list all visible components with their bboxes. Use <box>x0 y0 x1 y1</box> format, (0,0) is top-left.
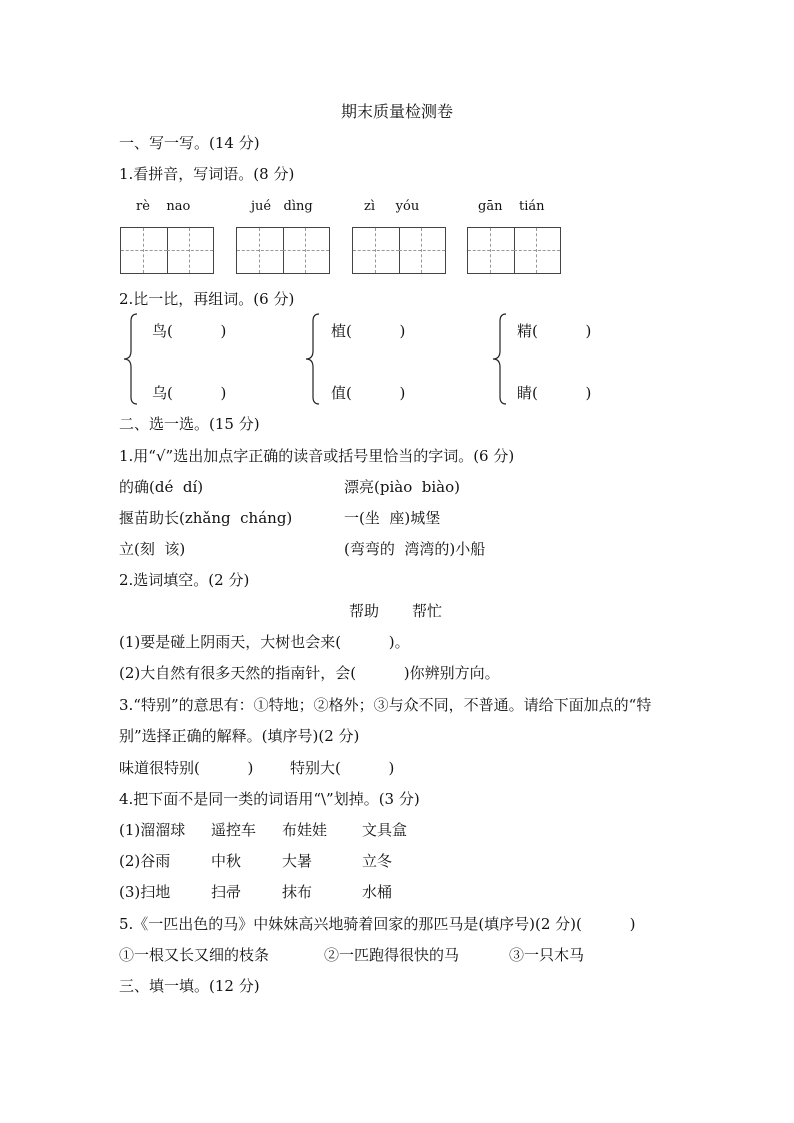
s2-q2-heading: 2.选词填空。(2 分) <box>119 571 250 589</box>
answer-blank: 味道很特别( ) <box>119 759 254 777</box>
fill-sentence: (1)要是碰上阴雨天，大树也会来( )。 <box>119 633 410 651</box>
left-brace-icon <box>491 313 511 405</box>
word-cell: 布娃娃 <box>282 821 328 839</box>
word-cell: 中秋 <box>211 852 242 870</box>
word-cell: 立冬 <box>362 852 393 870</box>
s2-q3-line1: 3.“特别”的意思有：①特地；②格外；③与众不同，不普通。请给下面加点的“特 <box>119 696 652 714</box>
compare-item: 睛( ) <box>517 384 592 402</box>
word-cell: (2)谷雨 <box>119 852 171 870</box>
word-cell: (3)扫地 <box>119 883 171 901</box>
q2-heading: 2.比一比，再组词。(6 分) <box>119 290 295 308</box>
word-cell: 抹布 <box>282 883 313 901</box>
choice-item: 一(坐 座)城堡 <box>344 509 441 527</box>
word-option: 帮助 <box>349 602 380 620</box>
compare-item: 精( ) <box>517 322 592 340</box>
choice-item: 的确(dé dí) <box>119 478 204 496</box>
word-option: 帮忙 <box>412 602 443 620</box>
section1-heading: 一、写一写。(14 分) <box>119 134 260 152</box>
pinyin-4: gān tián <box>478 199 545 214</box>
compare-item: 值( ) <box>331 384 406 402</box>
pinyin-1: rè nao <box>136 199 191 214</box>
choice-item: (弯弯的 湾湾的)小船 <box>344 540 486 558</box>
word-cell: 大暑 <box>282 852 313 870</box>
word-cell: 水桶 <box>362 883 393 901</box>
word-cell: 扫帚 <box>211 883 242 901</box>
compare-item: 植( ) <box>331 322 406 340</box>
section3-heading: 三、填一填。(12 分) <box>119 977 260 995</box>
s2-q1-heading: 1.用“√”选出加点字正确的读音或括号里恰当的字词。(6 分) <box>119 447 515 465</box>
option-item: ①一根又长又细的枝条 <box>119 946 270 964</box>
left-brace-icon <box>304 313 324 405</box>
writing-grid-3[interactable] <box>352 227 446 274</box>
left-brace-icon <box>122 313 142 405</box>
q1-heading: 1.看拼音，写词语。(8 分) <box>119 165 295 183</box>
pinyin-3: zì yóu <box>364 199 420 214</box>
choice-item: 漂亮(piào biào) <box>344 478 460 496</box>
option-item: ②一匹跑得很快的马 <box>324 946 460 964</box>
compare-item: 鸟( ) <box>152 322 227 340</box>
word-cell: (1)溜溜球 <box>119 821 186 839</box>
s2-q3-line2: 别”选择正确的解释。(填序号)(2 分) <box>119 727 360 745</box>
word-cell: 文具盒 <box>362 821 408 839</box>
answer-blank: 特别大( ) <box>290 759 395 777</box>
s2-q4-heading: 4.把下面不是同一类的词语用“\”划掉。(3 分) <box>119 790 420 808</box>
option-item: ③一只木马 <box>509 946 585 964</box>
writing-grid-2[interactable] <box>236 227 330 274</box>
choice-item: 立(刻 该) <box>119 540 186 558</box>
choice-item: 揠苗助长(zhǎng cháng) <box>119 509 293 527</box>
compare-item: 乌( ) <box>152 384 227 402</box>
pinyin-2: jué dìng <box>251 199 313 214</box>
page-title: 期末质量检测卷 <box>341 102 454 121</box>
word-cell: 遥控车 <box>211 821 257 839</box>
fill-sentence: (2)大自然有很多天然的指南针，会( )你辨别方向。 <box>119 664 500 682</box>
s2-q5-heading: 5.《一匹出色的马》中妹妹高兴地骑着回家的那匹马是(填序号)(2 分)( ) <box>119 915 636 933</box>
writing-grid-1[interactable] <box>120 227 214 274</box>
writing-grid-4[interactable] <box>467 227 561 274</box>
section2-heading: 二、选一选。(15 分) <box>119 415 260 433</box>
